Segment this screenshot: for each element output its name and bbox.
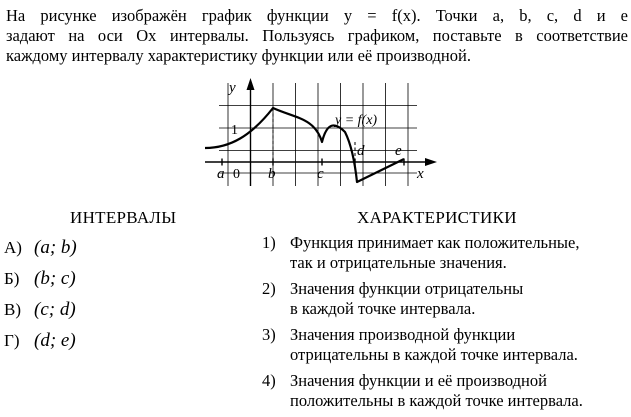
problem-line-3: каждому интервалу характеристику функции или её производной.: [6, 46, 471, 65]
interval-math: (a; b): [34, 237, 77, 258]
interval-math: (c; d): [34, 299, 76, 320]
characteristic-line: Значения производной функции: [290, 325, 516, 344]
point-b: b: [268, 166, 276, 182]
characteristic-text: [290, 325, 628, 365]
characteristic-line: отрицательны в каждой точке интервала.: [290, 345, 578, 364]
characteristic-item: [262, 371, 628, 411]
interval-item: [4, 325, 77, 356]
characteristic-line: Функция принимает как положительные,: [290, 233, 580, 252]
interval-label: В): [4, 300, 21, 319]
interval-item: [4, 263, 77, 294]
characteristic-line: Значения функции отрицательны: [290, 279, 524, 298]
characteristic-line: Значения функции и её производной: [290, 371, 547, 390]
point-c: c: [317, 166, 324, 182]
characteristic-line: положительны в каждой точке интервала.: [290, 391, 583, 410]
intervals-list: [4, 232, 77, 356]
tick-zero: 0: [233, 167, 240, 182]
characteristics-list: [262, 233, 628, 417]
point-a: a: [217, 166, 225, 182]
intervals-heading: ИНТЕРВАЛЫ: [70, 208, 177, 227]
tick-one: 1: [231, 123, 238, 138]
x-axis-label: x: [417, 166, 424, 182]
characteristic-text: [290, 371, 628, 411]
problem-line-1: На рисунке изображён график функции y = f(x). Точки a, b, c, d и e: [6, 6, 628, 25]
y-axis-label: y: [229, 80, 236, 96]
x-axis-arrow: [425, 158, 437, 166]
characteristic-line: в каждой точке интервала.: [290, 299, 476, 318]
characteristic-text: [290, 279, 628, 319]
characteristic-number: 1): [262, 233, 276, 252]
interval-label: Б): [4, 269, 20, 288]
characteristics-heading: ХАРАКТЕРИСТИКИ: [357, 208, 517, 227]
characteristic-number: 2): [262, 279, 276, 298]
characteristic-item: [262, 279, 628, 319]
point-e: e: [395, 143, 402, 159]
interval-math: (d; e): [34, 330, 76, 351]
characteristic-line: так и отрицательные значения.: [290, 253, 507, 272]
interval-label: А): [4, 238, 22, 257]
function-graph: [205, 78, 437, 186]
interval-math: (b; c): [34, 268, 76, 289]
problem-line-2: задают на оси Ox интервалы. Пользуясь графиком, поставьте в соответствие: [6, 26, 628, 45]
function-label: y = f(x): [335, 113, 378, 128]
interval-label: Г): [4, 331, 20, 350]
characteristic-text: [290, 233, 628, 273]
problem-statement: [6, 6, 628, 66]
interval-item: [4, 294, 77, 325]
characteristic-item: [262, 233, 628, 273]
characteristic-number: 3): [262, 325, 276, 344]
y-axis-arrow: [247, 78, 255, 90]
characteristic-item: [262, 325, 628, 365]
interval-item: [4, 232, 77, 263]
point-d: d: [357, 143, 365, 159]
characteristic-number: 4): [262, 371, 276, 390]
